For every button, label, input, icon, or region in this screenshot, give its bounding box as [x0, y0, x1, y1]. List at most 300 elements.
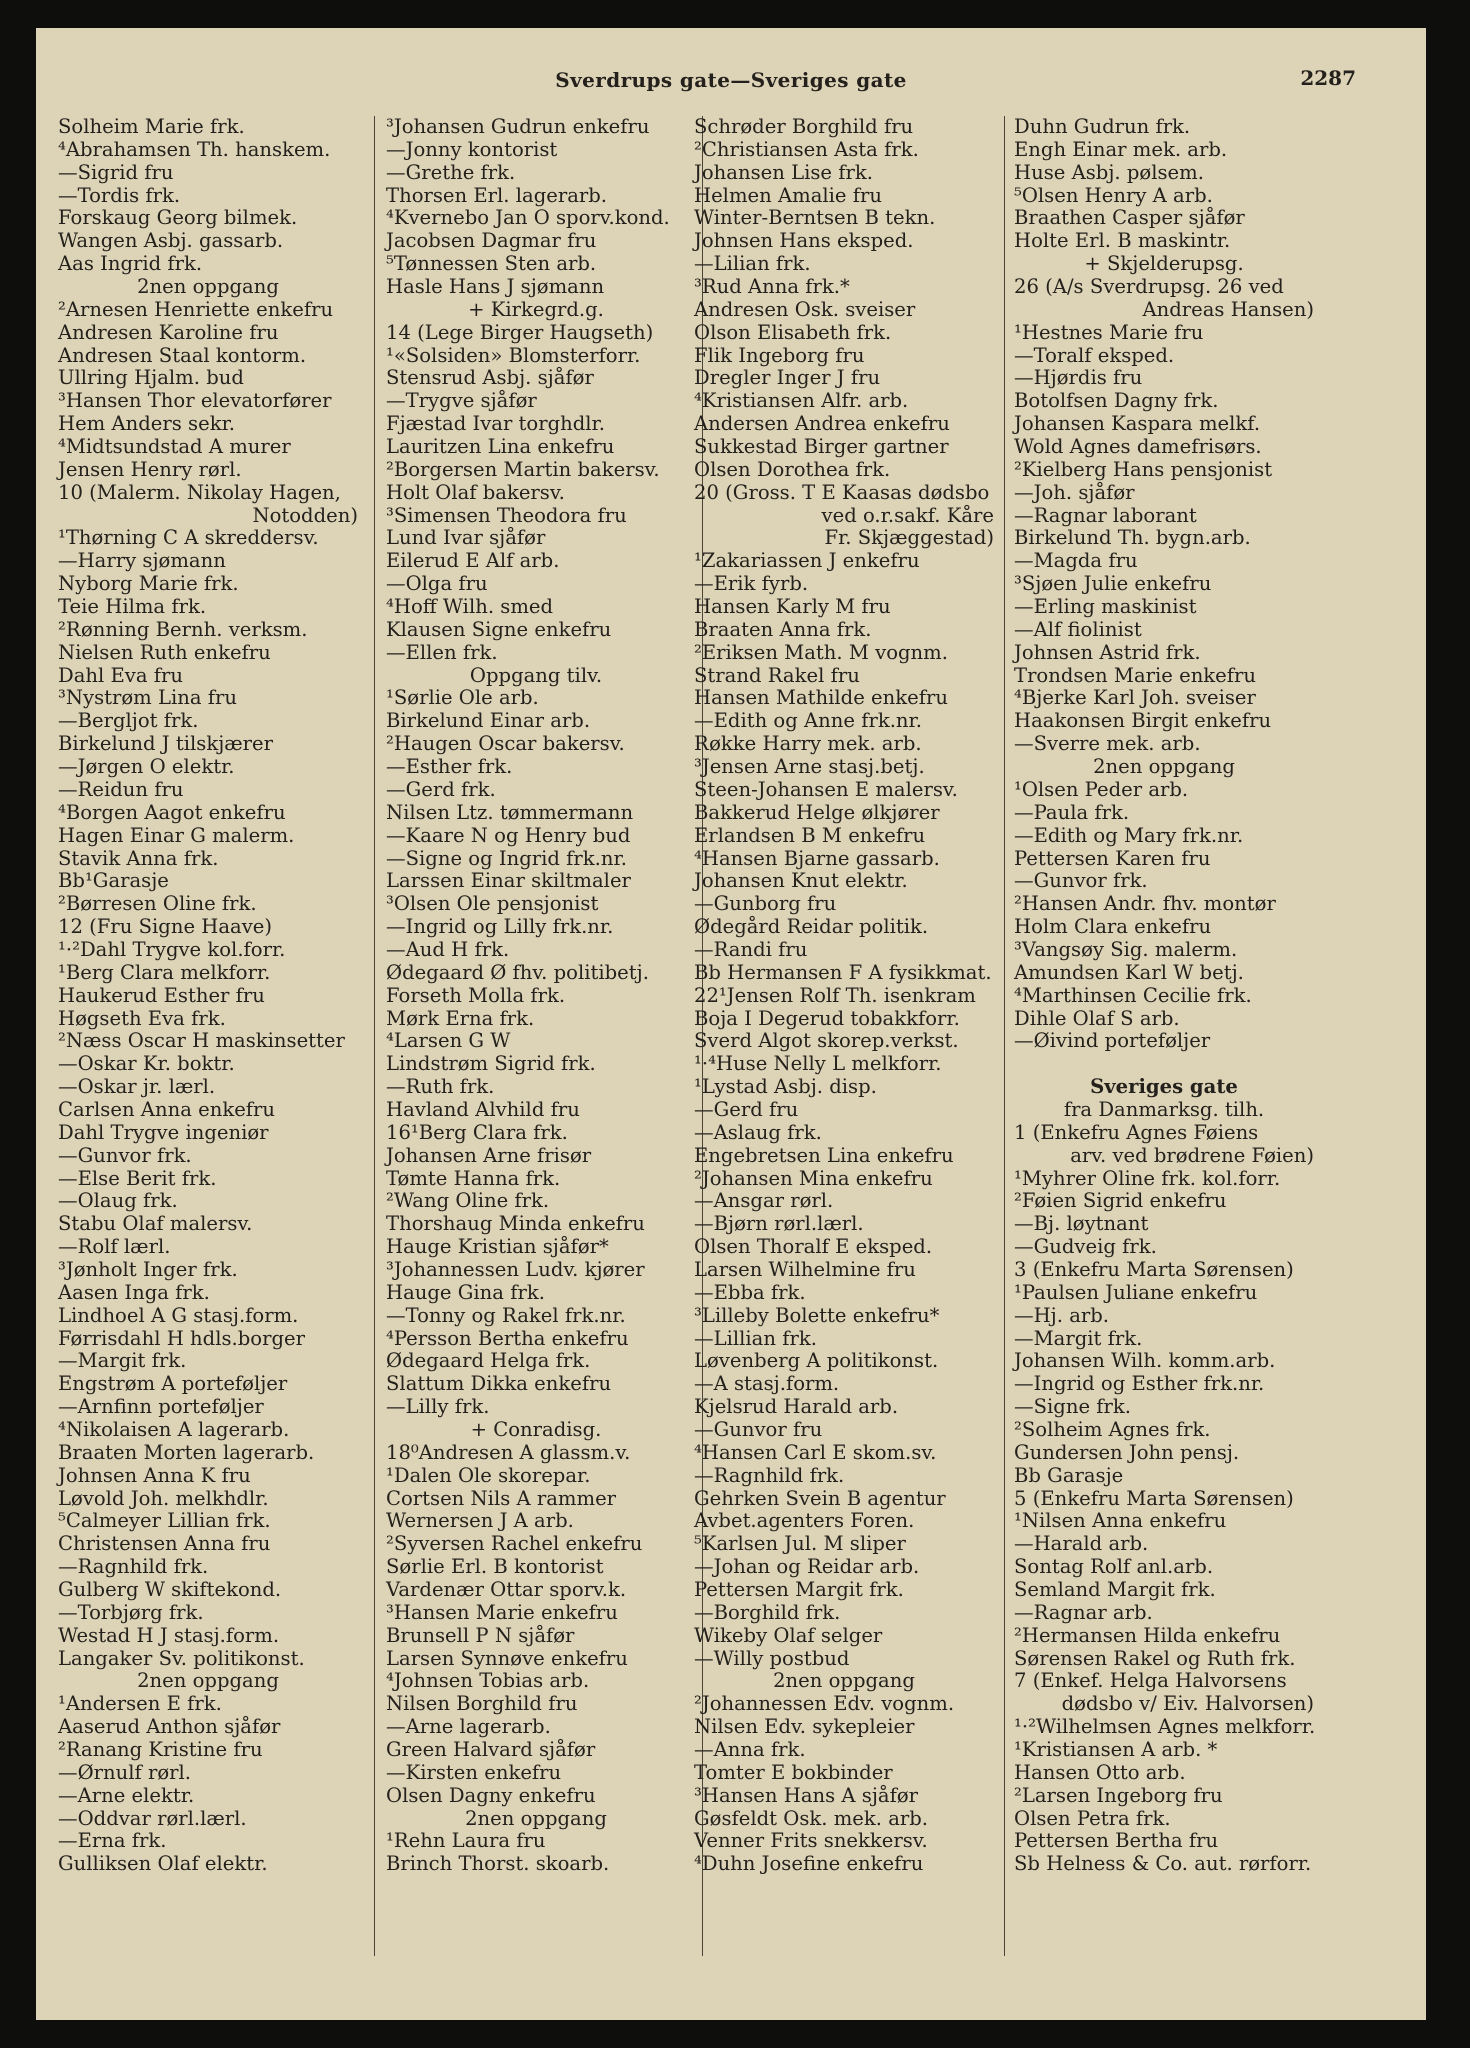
directory-entry: ⁵Olsen Henry A arb.	[1014, 183, 1213, 207]
directory-entry: —Hjørdis fru	[1014, 366, 1143, 390]
directory-entry: Andersen Andrea enkefru	[694, 412, 950, 436]
directory-entry: Sørlie Erl. B kontorist	[386, 1555, 604, 1579]
directory-entry: Avbet.agenters Foren.	[694, 1509, 915, 1533]
directory-entry: —Edith og Anne frk.nr.	[694, 709, 922, 733]
directory-entry: —Jonny kontorist	[386, 137, 558, 161]
directory-entry: 1 (Enkefru Agnes Føiens	[1014, 1120, 1259, 1144]
directory-entry: —Erling maskinist	[1014, 595, 1197, 619]
directory-entry: Engh Einar mek. arb.	[1014, 137, 1228, 161]
directory-entry: ³Simensen Theodora fru	[386, 503, 627, 527]
directory-entry: Eilerud E Alf arb.	[386, 549, 560, 573]
directory-entry: 12 (Fru Signe Haave)	[58, 915, 273, 939]
directory-entry: —Edith og Mary frk.nr.	[1014, 823, 1244, 847]
directory-entry: Huse Asbj. pølsem.	[1014, 160, 1204, 184]
directory-entry: ³Jønholt Inger frk.	[58, 1257, 238, 1281]
directory-entry: Haukerud Esther fru	[58, 983, 265, 1007]
directory-entry: —Ansgar rørl.	[694, 1189, 834, 1213]
directory-entry: —Margit frk.	[58, 1349, 187, 1373]
directory-entry: —Olga fru	[386, 572, 488, 596]
directory-entry: Holte Erl. B maskintr.	[1014, 229, 1231, 253]
directory-entry: —Margit frk.	[1014, 1326, 1143, 1350]
directory-entry: Langaker Sv. politikonst.	[58, 1646, 305, 1670]
directory-entry: ⁴Hansen Carl E skom.sv.	[694, 1440, 937, 1464]
directory-entry: arv. ved brødrene Føien)	[1070, 1143, 1314, 1167]
directory-entry: ²Syversen Rachel enkefru	[386, 1532, 643, 1556]
directory-entry: Sverd Algot skorep.verkst.	[694, 1029, 959, 1053]
directory-entry: ⁴Marthinsen Cecilie frk.	[1014, 983, 1252, 1007]
directory-entry: Nyborg Marie frk.	[58, 572, 239, 596]
directory-entry: —Johan og Reidar arb.	[694, 1555, 920, 1579]
directory-entry: Pettersen Karen fru	[1014, 846, 1211, 870]
directory-entry: Helmen Amalie fru	[694, 183, 882, 207]
directory-entry: Stavik Anna frk.	[58, 846, 219, 870]
page-title: Sverdrups gate—Sveriges gate	[555, 68, 907, 92]
directory-entry: ¹Paulsen Juliane enkefru	[1014, 1280, 1258, 1304]
directory-entry: Lindstrøm Sigrid frk.	[386, 1052, 596, 1076]
directory-entry: Semland Margit frk.	[1014, 1578, 1216, 1601]
directory-entry: Christensen Anna fru	[58, 1532, 271, 1556]
directory-entry: Johansen Arne frisør	[386, 1143, 592, 1167]
directory-entry: Teie Hilma frk.	[58, 595, 207, 619]
directory-entry: Solheim Marie frk.	[58, 115, 245, 138]
directory-entry: —Hj. arb.	[1014, 1303, 1110, 1327]
directory-entry: Bb Hermansen F A fysikkmat.	[694, 960, 992, 984]
directory-entry: ⁴Midtsundstad A murer	[58, 435, 291, 459]
directory-entry: Larsen Synnøve enkefru	[386, 1646, 628, 1670]
directory-entry: —Oddvar rørl.lærl.	[58, 1806, 247, 1830]
directory-entry	[1014, 1053, 1314, 1076]
directory-entry: ³Hansen Marie enkefru	[386, 1600, 618, 1624]
directory-entry: ²Hansen Andr. fhv. montør	[1014, 892, 1276, 916]
directory-entry: Dregler Inger J fru	[694, 366, 881, 390]
directory-entry: ²Næss Oscar H maskinsetter	[58, 1029, 345, 1053]
directory-entry: —Ørnulf rørl.	[58, 1760, 192, 1784]
directory-entry: ³Hansen Thor elevatorfører	[58, 389, 332, 413]
directory-entry: Gulliksen Olaf elektr.	[58, 1852, 268, 1876]
directory-entry: Braathen Casper sjåfør	[1014, 206, 1245, 230]
directory-entry: —Willy postbud	[694, 1646, 850, 1670]
directory-entry: ⁴Persson Bertha enkefru	[386, 1326, 629, 1350]
directory-entry: Nilsen Ltz. tømmermann	[386, 800, 634, 824]
directory-entry: ³Hansen Hans A sjåfør	[694, 1783, 919, 1807]
directory-entry: —Sigrid fru	[58, 160, 174, 184]
directory-entry: Westad H J stasj.form.	[58, 1623, 280, 1647]
directory-entry: Gehrken Svein B agentur	[694, 1486, 946, 1510]
directory-entry: ¹Hestnes Marie fru	[1014, 320, 1204, 344]
directory-entry: ⁴Kristiansen Alfr. arb.	[694, 389, 909, 413]
directory-entry: ⁴Hoff Wilh. smed	[386, 595, 554, 619]
directory-entry: fra Danmarksg. tilh.	[1063, 1097, 1265, 1121]
directory-entry: ⁴Duhn Josefine enkefru	[694, 1852, 924, 1876]
directory-entry: Strand Rakel fru	[694, 663, 860, 687]
directory-column-2	[386, 116, 686, 1876]
directory-entry: —Magda fru	[1014, 549, 1138, 573]
directory-entry: Johansen Wilh. komm.arb.	[1014, 1349, 1276, 1373]
directory-entry: —Øivind porteføljer	[1014, 1029, 1211, 1053]
directory-entry: —Gunvor frk.	[58, 1143, 192, 1167]
directory-column-4	[1014, 116, 1314, 1876]
directory-entry: ³Lilleby Bolette enkefru*	[694, 1303, 940, 1327]
directory-entry: —Paula frk.	[1014, 800, 1130, 824]
directory-entry: Andresen Karoline fru	[58, 320, 279, 344]
directory-entry: ²Wang Oline frk.	[386, 1189, 550, 1213]
directory-entry: —Erna frk.	[58, 1829, 167, 1853]
directory-entry: Johansen Knut elektr.	[694, 869, 908, 893]
directory-entry: —A stasj.form.	[694, 1372, 840, 1396]
directory-entry: 7 (Enkef. Helga Halvorsens	[1014, 1669, 1287, 1693]
directory-entry: Gulberg W skiftekond.	[58, 1578, 282, 1601]
directory-entry: ¹Zakariassen J enkefru	[694, 549, 920, 573]
directory-entry: Schrøder Borghild fru	[694, 115, 914, 138]
directory-entry: —Tonny og Rakel frk.nr.	[386, 1303, 626, 1327]
directory-entry: —Tordis frk.	[58, 183, 181, 207]
directory-entry: —Arne elektr.	[58, 1783, 195, 1807]
directory-entry: ¹Andersen E frk.	[58, 1692, 222, 1716]
directory-entry: Havland Alvhild fru	[386, 1097, 580, 1121]
directory-entry: —Lillian frk.	[694, 1326, 817, 1350]
directory-entry: Andresen Osk. sveiser	[694, 297, 916, 321]
directory-entry: ²Børresen Oline frk.	[58, 892, 257, 916]
directory-entry: —Gerd fru	[694, 1097, 799, 1121]
directory-entry: Venner Frits snekkersv.	[694, 1829, 928, 1853]
directory-entry: 26 (A/s Sverdrupsg. 26 ved	[1014, 275, 1284, 299]
directory-entry: Ødegaard Helga frk.	[386, 1349, 591, 1373]
directory-entry: Klausen Signe enkefru	[386, 617, 612, 641]
directory-entry: Green Halvard sjåfør	[386, 1738, 596, 1762]
directory-entry: Ødegaard Ø fhv. politibetj.	[386, 960, 649, 984]
directory-entry: Sørensen Rakel og Ruth frk.	[1014, 1646, 1296, 1670]
directory-entry: —Kaare N og Henry bud	[386, 823, 631, 847]
directory-entry: Sveriges gate	[1090, 1075, 1238, 1099]
directory-entry: Thorshaug Minda enkefru	[386, 1212, 645, 1236]
directory-entry: —Gudveig frk.	[1014, 1235, 1157, 1259]
directory-entry: —Olaug frk.	[58, 1189, 178, 1213]
directory-entry: Johnsen Hans eksped.	[694, 229, 914, 253]
directory-entry: —Jørgen O elektr.	[58, 755, 235, 779]
directory-entry: Kjelsrud Harald arb.	[694, 1395, 899, 1419]
directory-entry: —Esther frk.	[386, 755, 513, 779]
directory-entry: ²Rønning Bernh. verksm.	[58, 617, 308, 641]
directory-entry: —Kirsten enkefru	[386, 1760, 562, 1784]
directory-entry: Løvenberg A politikonst.	[694, 1349, 939, 1373]
directory-entry: —Bergljot frk.	[58, 709, 199, 733]
directory-entry: Dihle Olaf S arb.	[1014, 1006, 1180, 1030]
directory-entry: Hauge Gina frk.	[386, 1280, 545, 1304]
directory-entry: ¹·²Dahl Trygve kol.forr.	[58, 937, 286, 961]
directory-entry: Sb Helness & Co. aut. rørforr.	[1014, 1852, 1312, 1876]
directory-entry: ³Vangsøy Sig. malerm.	[1014, 937, 1238, 961]
directory-entry: Fjæstad Ivar torghdlr.	[386, 412, 606, 436]
directory-entry: Johansen Kaspara melkf.	[1014, 412, 1261, 436]
directory-entry: ⁵Tønnessen Sten arb.	[386, 252, 597, 276]
page-number: 2287	[1300, 66, 1356, 90]
directory-entry: Pettersen Bertha fru	[1014, 1829, 1219, 1853]
directory-entry: Birkelund Th. bygn.arb.	[1014, 526, 1251, 550]
directory-entry: Aaserud Anthon sjåfør	[58, 1715, 281, 1739]
directory-entry: Olson Elisabeth frk.	[694, 320, 892, 344]
directory-entry: Larssen Einar skiltmaler	[386, 869, 631, 893]
directory-entry: 10 (Malerm. Nikolay Hagen,	[58, 480, 341, 504]
directory-entry: ⁵Karlsen Jul. M sliper	[694, 1532, 906, 1556]
directory-entry: —Toralf eksped.	[1014, 343, 1175, 367]
directory-entry: Holt Olaf bakersv.	[386, 480, 565, 504]
directory-entry: ²Solheim Agnes frk.	[1014, 1417, 1211, 1441]
directory-entry: ³Johannessen Ludv. kjører	[386, 1257, 645, 1281]
directory-entry: ²Føien Sigrid enkefru	[1014, 1189, 1227, 1213]
directory-entry: ²Eriksen Math. M vognm.	[694, 640, 948, 664]
directory-entry: —Sverre mek. arb.	[1014, 732, 1201, 756]
directory-entry: Lauritzen Lina enkefru	[386, 435, 615, 459]
directory-entry: ²Arnesen Henriette enkefru	[58, 297, 334, 321]
directory-entry: Løvold Joh. melkhdlr.	[58, 1486, 269, 1510]
column-divider	[1004, 116, 1005, 1956]
directory-entry: —Gunvor fru	[694, 1417, 823, 1441]
directory-entry: Stensrud Asbj. sjåfør	[386, 366, 594, 390]
directory-entry: Nilsen Borghild fru	[386, 1692, 578, 1716]
directory-entry: Tømte Hanna frk.	[386, 1166, 561, 1190]
directory-entry: 22¹Jensen Rolf Th. isenkram	[694, 983, 976, 1007]
directory-entry: dødsbo v/ Eiv. Halvorsen)	[1061, 1692, 1314, 1716]
directory-entry: —Trygve sjåfør	[386, 389, 537, 413]
directory-entry: ⁴Borgen Aagot enkefru	[58, 800, 286, 824]
directory-entry: —Gunborg fru	[694, 892, 837, 916]
directory-entry: —Ebba frk.	[694, 1280, 806, 1304]
directory-entry: —Arne lagerarb.	[386, 1715, 551, 1739]
directory-entry: Slattum Dikka enkefru	[386, 1372, 612, 1396]
directory-entry: 2nen oppgang	[773, 1669, 915, 1693]
directory-entry: —Randi fru	[694, 937, 808, 961]
directory-entry: Engebretsen Lina enkefru	[694, 1143, 954, 1167]
directory-entry: Jensen Henry rørl.	[58, 457, 242, 481]
directory-entry: —Bjørn rørl.lærl.	[694, 1212, 864, 1236]
directory-entry: ¹·²Wilhelmsen Agnes melkforr.	[1014, 1715, 1316, 1739]
directory-entry: ³Rud Anna frk.*	[694, 275, 850, 299]
directory-entry: ³Nystrøm Lina fru	[58, 686, 238, 710]
directory-entry: ²Christiansen Asta frk.	[694, 137, 919, 161]
directory-entry: ²Johannessen Edv. vognm.	[694, 1692, 955, 1716]
directory-entry: Johansen Lise frk.	[694, 160, 873, 184]
directory-entry: Dahl Eva fru	[58, 663, 184, 687]
directory-entry: ¹Nilsen Anna enkefru	[1014, 1509, 1227, 1533]
directory-entry: ⁴Larsen G W	[386, 1029, 511, 1053]
directory-entry: —Lilly frk.	[386, 1395, 490, 1419]
directory-entry: ²Ranang Kristine fru	[58, 1738, 263, 1762]
directory-entry: —Gunvor frk.	[1014, 869, 1148, 893]
directory-entry: Boja I Degerud tobakkforr.	[694, 1006, 960, 1030]
directory-entry: Amundsen Karl W betj.	[1014, 960, 1244, 984]
directory-entry: —Oskar Kr. boktr.	[58, 1052, 235, 1076]
directory-entry: Bakkerud Helge ølkjører	[694, 800, 940, 824]
directory-entry: Cortsen Nils A rammer	[386, 1486, 617, 1510]
directory-entry: 14 (Lege Birger Haugseth)	[386, 320, 654, 344]
column-divider	[374, 116, 375, 1956]
directory-entry: —Ragnar arb.	[1014, 1600, 1153, 1624]
directory-entry: ¹Berg Clara melkforr.	[58, 960, 271, 984]
directory-entry: Sontag Rolf anl.arb.	[1014, 1555, 1214, 1579]
directory-entry: Birkelund J tilskjærer	[58, 732, 274, 756]
directory-entry: Bb Garasje	[1014, 1463, 1124, 1487]
directory-entry: Wernersen J A arb.	[386, 1509, 574, 1533]
directory-entry: ¹Myhrer Oline frk. kol.forr.	[1014, 1166, 1281, 1190]
directory-entry: Fr. Skjæggestad)	[824, 526, 994, 550]
directory-entry: —Ingrid og Esther frk.nr.	[1014, 1372, 1265, 1396]
directory-entry: Hagen Einar G malerm.	[58, 823, 295, 847]
directory-entry: ¹Sørlie Ole arb.	[386, 686, 539, 710]
directory-entry: Haakonsen Birgit enkefru	[1014, 709, 1272, 733]
directory-entry: Olsen Dorothea frk.	[694, 457, 891, 481]
directory-entry: Hauge Kristian sjåfør*	[386, 1235, 609, 1259]
directory-entry: Braaten Anna frk.	[694, 617, 872, 641]
directory-entry: 16¹Berg Clara frk.	[386, 1120, 568, 1144]
directory-entry: Mørk Erna frk.	[386, 1006, 535, 1030]
directory-entry: —Reidun fru	[58, 777, 184, 801]
directory-entry: Nilsen Edv. sykepleier	[694, 1715, 915, 1739]
directory-entry: ²Borgersen Martin bakersv.	[386, 457, 660, 481]
directory-entry: Johnsen Anna K fru	[58, 1463, 251, 1487]
directory-entry: ¹Kristiansen A arb. *	[1014, 1738, 1218, 1762]
directory-entry: —Signe frk.	[1014, 1395, 1131, 1419]
directory-entry: ²Larsen Ingeborg fru	[1014, 1783, 1223, 1807]
directory-entry: Hem Anders sekr.	[58, 412, 236, 436]
directory-entry: Stabu Olaf malersv.	[58, 1212, 253, 1236]
directory-entry: Førrisdahl H hdls.borger	[58, 1326, 305, 1350]
directory-entry: Vardenær Ottar sporv.k.	[386, 1578, 627, 1601]
directory-entry: —Rolf lærl.	[58, 1235, 171, 1259]
directory-entry: Aasen Inga frk.	[58, 1280, 210, 1304]
directory-entry: Hansen Mathilde enkefru	[694, 686, 948, 710]
directory-entry: Sukkestad Birger gartner	[694, 435, 949, 459]
directory-entry: —Borghild frk.	[694, 1600, 841, 1624]
directory-entry: 20 (Gross. T E Kaasas dødsbo	[694, 480, 990, 504]
directory-entry: Erlandsen B M enkefru	[694, 823, 926, 847]
directory-entry: Hasle Hans J sjømann	[386, 275, 605, 299]
directory-entry: + Conradisg.	[470, 1417, 602, 1441]
directory-entry: Thorsen Erl. lagerarb.	[386, 183, 608, 207]
directory-entry: ²Hermansen Hilda enkefru	[1014, 1623, 1281, 1647]
directory-entry: Forskaug Georg bilmek.	[58, 206, 298, 230]
directory-entry: ⁴Johnsen Tobias arb.	[386, 1669, 590, 1693]
directory-entry: Winter-Berntsen B tekn.	[694, 206, 936, 230]
directory-entry: Birkelund Einar arb.	[386, 709, 591, 733]
directory-entry: Lund Ivar sjåfør	[386, 526, 546, 550]
directory-entry: ²Johansen Mina enkefru	[694, 1166, 933, 1190]
directory-entry: Lindhoel A G stasj.form.	[58, 1303, 299, 1327]
directory-entry: ¹Rehn Laura fru	[386, 1829, 546, 1853]
directory-entry: Engstrøm A porteføljer	[58, 1372, 288, 1396]
directory-entry: 2nen oppgang	[465, 1806, 607, 1830]
directory-entry: Johnsen Astrid frk.	[1014, 640, 1201, 664]
directory-entry: —Alf fiolinist	[1014, 617, 1142, 641]
directory-entry: + Skjelderupsg.	[1084, 252, 1244, 276]
directory-entry: ¹·⁴Huse Nelly L melkforr.	[694, 1052, 942, 1076]
directory-column-1	[58, 116, 358, 1876]
directory-entry: —Ruth frk.	[386, 1075, 495, 1099]
directory-entry: Pettersen Margit frk.	[694, 1578, 904, 1601]
directory-entry: Notodden)	[252, 503, 358, 527]
directory-entry: Holm Clara enkefru	[1014, 915, 1212, 939]
directory-entry: —Erik fyrb.	[694, 572, 809, 596]
directory-entry: 2nen oppgang	[137, 1669, 279, 1693]
directory-entry: Hansen Otto arb.	[1014, 1760, 1186, 1784]
directory-entry: —Ragnhild frk.	[694, 1463, 845, 1487]
directory-entry: ⁴Nikolaisen A lagerarb.	[58, 1417, 290, 1441]
directory-entry: —Arnfinn porteføljer	[58, 1395, 264, 1419]
directory-entry: Røkke Harry mek. arb.	[694, 732, 922, 756]
directory-page	[36, 28, 1426, 2020]
directory-entry: Gundersen John pensj.	[1014, 1440, 1240, 1464]
directory-entry: Ullring Hjalm. bud	[58, 366, 244, 390]
directory-entry: ³Sjøen Julie enkefru	[1014, 572, 1212, 596]
directory-entry: 2nen oppgang	[1093, 755, 1235, 779]
directory-entry: Braaten Morten lagerarb.	[58, 1440, 315, 1464]
directory-column-3	[694, 116, 994, 1876]
directory-entry: —Ragnar laborant	[1014, 503, 1197, 527]
directory-entry: Wold Agnes damefrisørs.	[1014, 435, 1262, 459]
directory-entry: Trondsen Marie enkefru	[1014, 663, 1257, 687]
directory-entry: Hansen Karly M fru	[694, 595, 891, 619]
directory-entry: Gøsfeldt Osk. mek. arb.	[694, 1806, 929, 1830]
directory-entry: —Grethe frk.	[386, 160, 516, 184]
directory-entry: Tomter E bokbinder	[694, 1760, 893, 1784]
directory-entry: Jacobsen Dagmar fru	[386, 229, 597, 253]
directory-entry: 5 (Enkefru Marta Sørensen)	[1014, 1486, 1294, 1510]
directory-entry: Brinch Thorst. skoarb.	[386, 1852, 610, 1876]
directory-entry: —Oskar jr. lærl.	[58, 1075, 216, 1099]
directory-entry: —Ingrid og Lilly frk.nr.	[386, 915, 614, 939]
directory-entry: ¹Thørning C A skreddersv.	[58, 526, 319, 550]
directory-entry: 2nen oppgang	[137, 275, 279, 299]
directory-entry: —Joh. sjåfør	[1014, 480, 1135, 504]
directory-entry: ⁴Kvernebo Jan O sporv.kond.	[386, 206, 670, 230]
directory-entry: ¹Olsen Peder arb.	[1014, 777, 1189, 801]
directory-entry: —Harald arb.	[1014, 1532, 1149, 1556]
directory-entry: ¹«Solsiden» Blomsterforr.	[386, 343, 641, 367]
directory-entry: Olsen Thoralf E eksped.	[694, 1235, 933, 1259]
directory-entry: ved o.r.sakf. Kåre	[821, 503, 994, 527]
directory-entry: Brunsell P N sjåfør	[386, 1623, 575, 1647]
directory-entry: —Ragnhild frk.	[58, 1555, 209, 1579]
directory-entry: Oppgang tilv.	[469, 663, 603, 687]
directory-entry: Larsen Wilhelmine fru	[694, 1257, 916, 1281]
directory-entry: —Torbjørg frk.	[58, 1600, 204, 1624]
directory-entry: —Aslaug frk.	[694, 1120, 822, 1144]
directory-entry: 3 (Enkefru Marta Sørensen)	[1014, 1257, 1294, 1281]
directory-entry: Andreas Hansen)	[1142, 297, 1314, 321]
directory-entry: Olsen Dagny enkefru	[386, 1783, 596, 1807]
directory-entry: —Else Berit frk.	[58, 1166, 217, 1190]
directory-entry: ⁴Hansen Bjarne gassarb.	[694, 846, 940, 870]
directory-entry: —Gerd frk.	[386, 777, 496, 801]
directory-entry: ³Johansen Gudrun enkefru	[386, 115, 650, 138]
directory-entry: 18⁰Andresen A glassm.v.	[386, 1440, 631, 1464]
directory-entry: Flik Ingeborg fru	[694, 343, 865, 367]
directory-entry: ²Kielberg Hans pensjonist	[1014, 457, 1273, 481]
directory-entry: ¹Lystad Asbj. disp.	[694, 1075, 877, 1099]
directory-entry: —Bj. løytnant	[1014, 1212, 1149, 1236]
directory-entry: Aas Ingrid frk.	[58, 252, 203, 276]
directory-entry: Olsen Petra frk.	[1014, 1806, 1171, 1830]
directory-entry: ³Olsen Ole pensjonist	[386, 892, 599, 916]
directory-entry: Wangen Asbj. gassarb.	[58, 229, 284, 253]
directory-entry: ³Jensen Arne stasj.betj.	[694, 755, 925, 779]
directory-entry: Ødegård Reidar politik.	[694, 915, 929, 939]
directory-entry: —Aud H frk.	[386, 937, 510, 961]
directory-entry: —Lilian frk.	[694, 252, 811, 276]
directory-entry: ⁴Abrahamsen Th. hanskem.	[58, 137, 331, 161]
directory-entry: ¹Dalen Ole skorepar.	[386, 1463, 591, 1487]
directory-entry: Nielsen Ruth enkefru	[58, 640, 271, 664]
directory-entry: ²Haugen Oscar bakersv.	[386, 732, 625, 756]
